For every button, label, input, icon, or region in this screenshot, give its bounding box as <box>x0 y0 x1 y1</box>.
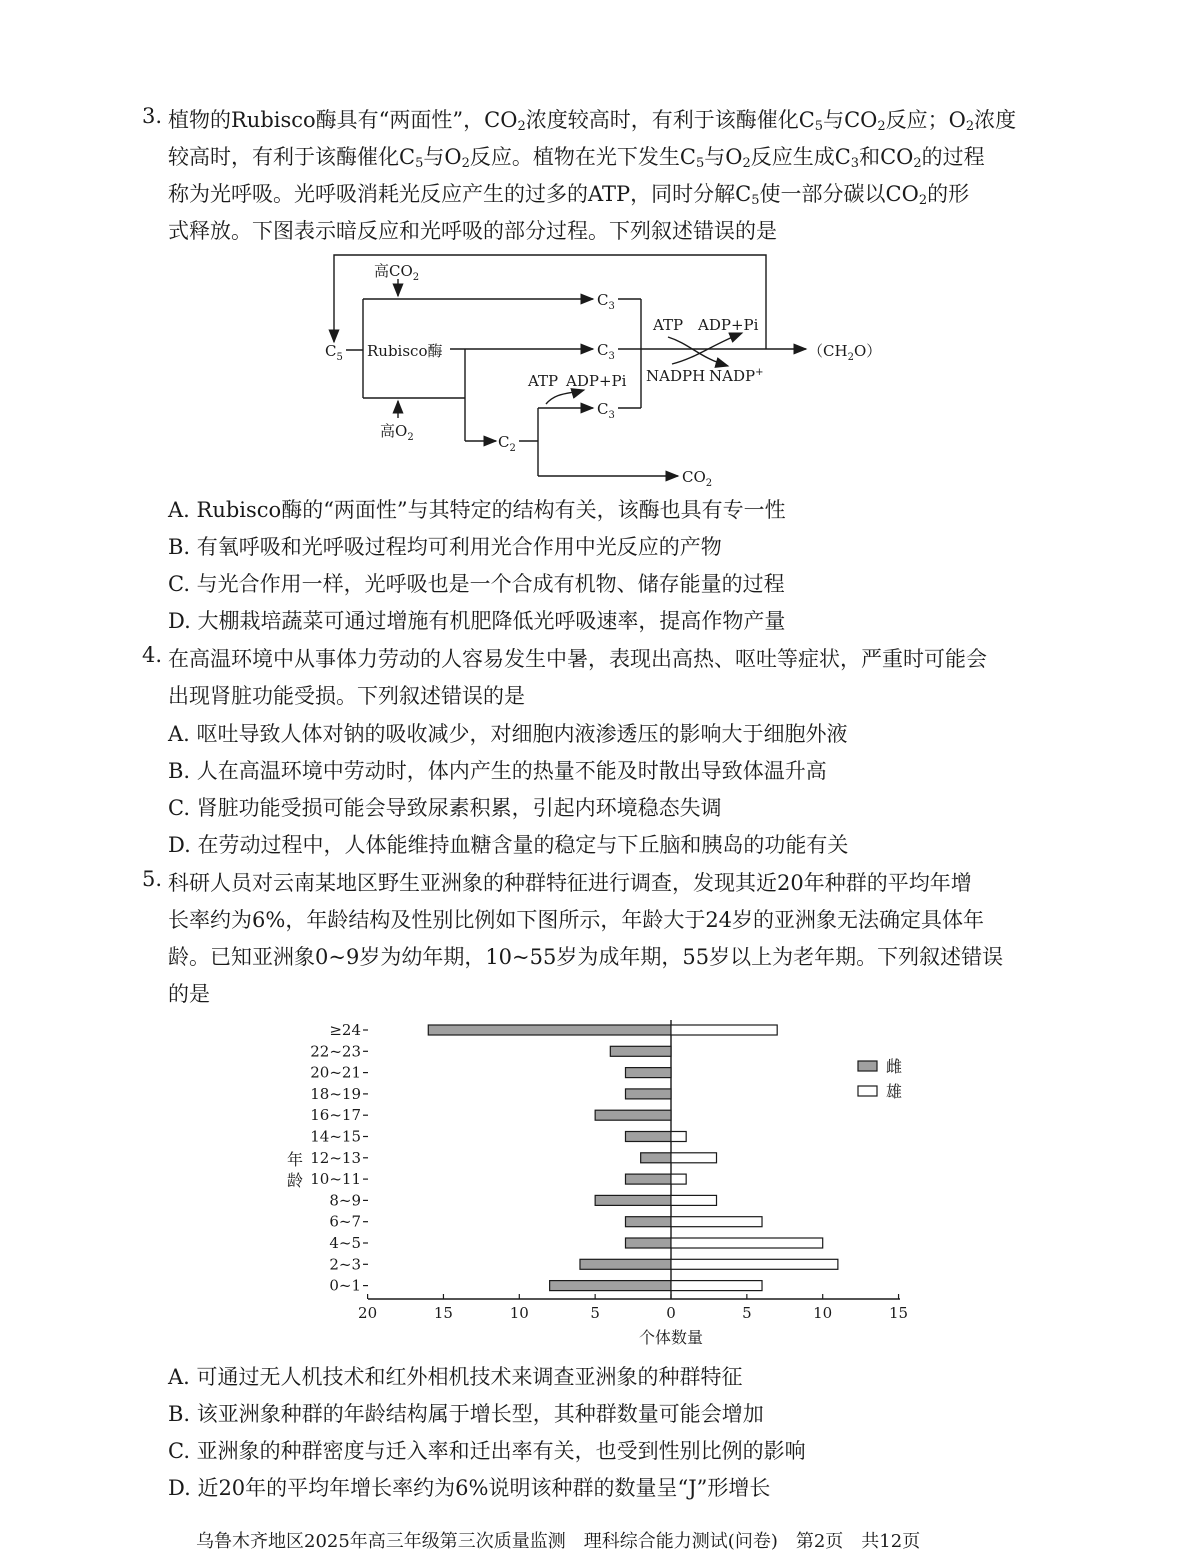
pathway-diagram <box>300 250 900 490</box>
q3-stem-line-3: 称为光呼吸。光呼吸消耗光反应产生的过多的ATP，同时分解$C_5$使一部分碳以$CO_2$的形 <box>168 182 970 208</box>
bar-female <box>641 1153 671 1163</box>
ch2o-label: $(CH_2O)$ <box>808 342 882 363</box>
q4-number: 4. <box>142 643 163 667</box>
q3-option-b: B. 有氧呼吸和光呼吸过程均可利用光合作用中光反应的产物 <box>168 535 722 559</box>
bar-male <box>671 1238 823 1248</box>
high-o2-label: 高$O_2$ <box>380 422 414 443</box>
y-tick-label: 10~11 <box>310 1170 361 1189</box>
q5-stem-line-4: 的是 <box>168 982 210 1006</box>
x-tick-label: 10 <box>813 1304 833 1322</box>
bar-male <box>671 1281 762 1291</box>
y-tick-label: 18~19 <box>310 1084 361 1103</box>
adp-pi-label-top: ADP+Pi <box>698 316 759 334</box>
y-tick-label: 16~17 <box>310 1106 361 1125</box>
q4-option-b: B. 人在高温环境中劳动时，体内产生的热量不能及时散出导致体温升高 <box>168 759 827 783</box>
q3-option-d: D. 大棚栽培蔬菜可通过增施有机肥降低光呼吸速率，提高作物产量 <box>168 609 786 633</box>
high-co2-label: 高$CO_2$ <box>374 262 420 283</box>
y-tick-label: 20~21 <box>310 1063 361 1082</box>
q4-option-c: C. 肾脏功能受损可能会导致尿素积累，引起内环境稳态失调 <box>168 796 722 820</box>
legend-label-male: 雄 <box>886 1082 903 1101</box>
bar-female <box>625 1217 671 1227</box>
y-tick-label: ≥24 <box>329 1021 361 1039</box>
bar-female <box>625 1068 671 1078</box>
bar-male <box>671 1025 777 1035</box>
c3-label-top: $C_3$ <box>597 291 615 312</box>
q3-number: 3. <box>142 104 163 128</box>
legend-swatch-male <box>858 1086 877 1096</box>
y-tick-label: 4~5 <box>329 1234 361 1252</box>
bar-male <box>671 1174 686 1184</box>
bar-female <box>428 1025 671 1035</box>
q3-stem-line-1: 植物的Rubisco酶具有“两面性”，$CO_2$浓度较高时，有利于该酶催化$C_5$与$CO_2$反应；$O_2$浓度 <box>168 108 1017 134</box>
y-tick-label: 22~23 <box>310 1042 361 1061</box>
x-tick-label: 15 <box>889 1304 909 1322</box>
co2-label: $CO_2$ <box>682 468 713 489</box>
q5-option-c: C. 亚洲象的种群密度与迁入率和迁出率有关，也受到性别比例的影响 <box>168 1439 806 1463</box>
y-axis-label-char-1: 年 <box>287 1150 304 1169</box>
adp-pi-label-bottom: ADP+Pi <box>566 372 627 390</box>
c3-label-mid: $C_3$ <box>597 341 615 362</box>
q5-number: 5. <box>142 867 163 891</box>
bar-male <box>671 1153 717 1163</box>
q5-stem-line-1: 科研人员对云南某地区野生亚洲象的种群特征进行调查，发现其近20年种群的平均年增 <box>168 871 972 895</box>
c3-label-bottom: $C_3$ <box>597 400 615 421</box>
bar-male <box>671 1217 762 1227</box>
nadph-label: NADPH <box>646 367 706 385</box>
legend-swatch-female <box>858 1061 877 1071</box>
rubisco-label: Rubisco酶 <box>367 342 443 360</box>
legend-label-female: 雌 <box>886 1057 903 1076</box>
x-tick-label: 5 <box>590 1304 600 1322</box>
atp-label-top: ATP <box>653 316 684 334</box>
x-tick-label: 20 <box>358 1304 378 1322</box>
bar-male <box>671 1259 838 1269</box>
bar-female <box>625 1238 671 1248</box>
bar-female <box>550 1281 671 1291</box>
q4-option-d: D. 在劳动过程中，人体能维持血糖含量的稳定与下丘脑和胰岛的功能有关 <box>168 833 849 857</box>
bar-female <box>580 1259 671 1269</box>
q4-stem-line-2: 出现肾脏功能受损。下列叙述错误的是 <box>168 684 525 708</box>
q5-option-d: D. 近20年的平均年增长率约为6%说明该种群的数量呈“J”形增长 <box>168 1476 771 1500</box>
bar-male <box>671 1195 717 1205</box>
bar-female <box>595 1195 671 1205</box>
y-tick-label: 8~9 <box>329 1191 361 1210</box>
x-tick-label: 15 <box>433 1304 453 1322</box>
x-axis-label: 个体数量 <box>638 1328 704 1347</box>
bar-male <box>671 1132 686 1142</box>
page-footer: 乌鲁木齐地区2025年高三年级第三次质量监测 理科综合能力测试(问卷) 第2页 共12页 <box>196 1531 921 1552</box>
nadp-label: NADP+ <box>709 367 764 385</box>
bar-female <box>595 1110 671 1120</box>
c5-label: $C_5$ <box>325 342 343 363</box>
bar-female <box>625 1089 671 1099</box>
atp-label-bottom: ATP <box>528 372 559 390</box>
q5-option-a: A. 可通过无人机技术和红外相机技术来调查亚洲象的种群特征 <box>168 1365 743 1389</box>
q5-option-b: B. 该亚洲象种群的年龄结构属于增长型，其种群数量可能会增加 <box>168 1402 764 1426</box>
y-tick-label: 2~3 <box>329 1255 361 1274</box>
age-pyramid-chart <box>270 1015 930 1355</box>
y-tick-label: 14~15 <box>310 1127 361 1146</box>
x-tick-label: 10 <box>509 1304 529 1322</box>
y-tick-label: 12~13 <box>310 1148 361 1167</box>
q3-stem-line-4: 式释放。下图表示暗反应和光呼吸的部分过程。下列叙述错误的是 <box>168 219 777 243</box>
q3-option-c: C. 与光合作用一样，光呼吸也是一个合成有机物、储存能量的过程 <box>168 572 785 596</box>
q4-option-a: A. 呕吐导致人体对钠的吸收减少，对细胞内液渗透压的影响大于细胞外液 <box>168 722 848 746</box>
q5-stem-line-3: 龄。已知亚洲象0~9岁为幼年期，10~55岁为成年期，55岁以上为老年期。下列叙述错误 <box>168 945 1004 969</box>
bar-female <box>610 1046 671 1056</box>
q5-stem-line-2: 长率约为6%，年龄结构及性别比例如下图所示，年龄大于24岁的亚洲象无法确定具体年 <box>168 908 985 932</box>
bar-female <box>625 1132 671 1142</box>
y-axis-label-char-2: 龄 <box>287 1171 304 1190</box>
y-tick-label: 0~1 <box>329 1276 361 1295</box>
x-tick-label: 5 <box>742 1304 752 1322</box>
x-tick-label: 0 <box>666 1304 676 1322</box>
q3-option-a: A. Rubisco酶的“两面性”与其特定的结构有关，该酶也具有专一性 <box>168 498 786 522</box>
c2-label: $C_2$ <box>498 433 516 454</box>
q4-stem-line-1: 在高温环境中从事体力劳动的人容易发生中暑，表现出高热、呕吐等症状，严重时可能会 <box>168 647 987 671</box>
bar-female <box>625 1174 671 1184</box>
q3-stem-line-2: 较高时，有利于该酶催化$C_5$与$O_2$反应。植物在光下发生$C_5$与$O_2$反应生成$C_3$和$CO_2$的过程 <box>168 145 985 171</box>
y-tick-label: 6~7 <box>329 1212 361 1231</box>
